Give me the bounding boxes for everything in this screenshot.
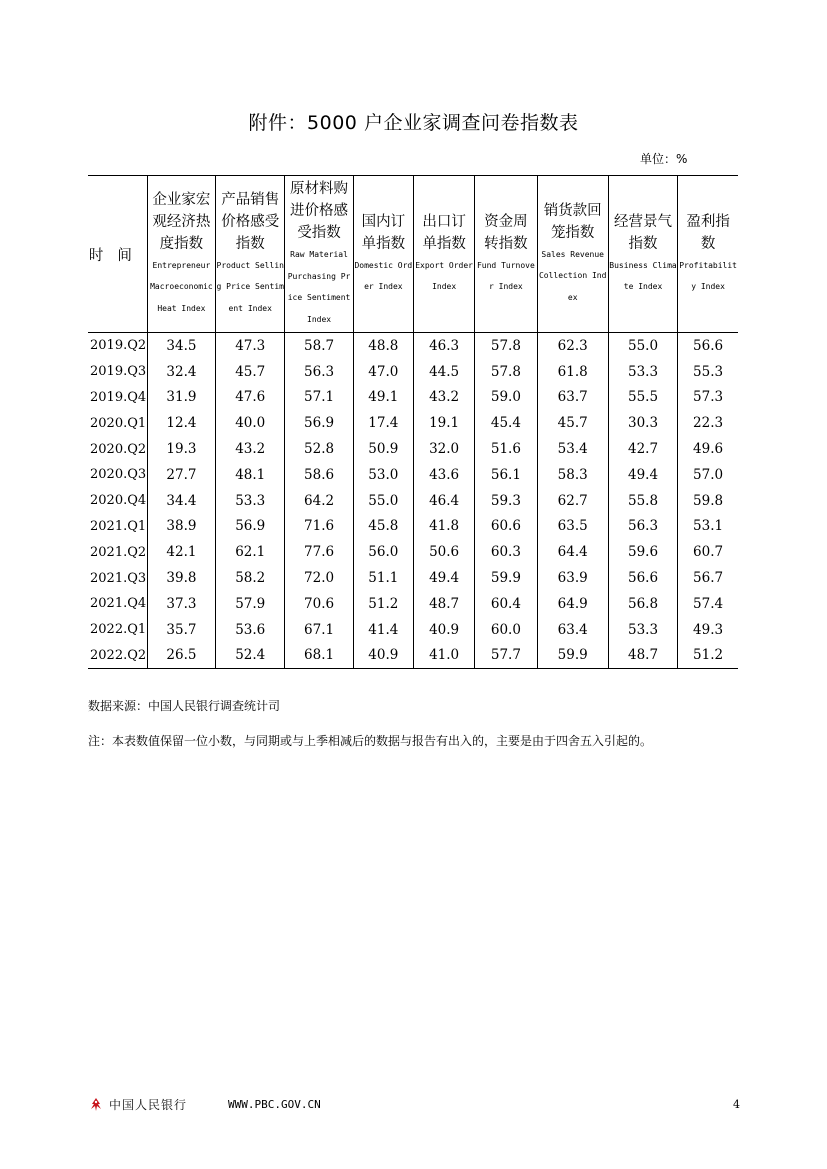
row-time: 2022.Q1: [90, 622, 147, 638]
table-cell: 42.7: [608, 436, 677, 462]
table-cell: 38.9: [147, 514, 215, 540]
table-cell: 71.6: [285, 514, 353, 540]
column-header-en: Raw Material Purchasing Price Sentiment Index: [287, 250, 351, 324]
table-row: [88, 591, 738, 617]
table-cell: 56.3: [608, 514, 677, 540]
table-cell: 59.0: [475, 385, 537, 411]
table-cell: 56.6: [608, 565, 677, 591]
table-cell: 60.0: [475, 617, 537, 643]
table-cell: 56.9: [216, 514, 285, 540]
table-cell: 62.1: [216, 539, 285, 565]
table-cell: 53.4: [537, 436, 608, 462]
table-cell: 68.1: [285, 643, 353, 669]
table-cell: 48.1: [216, 462, 285, 488]
table-cell: 57.0: [678, 462, 738, 488]
table-cell: 52.8: [285, 436, 353, 462]
row-time: 2020.Q1: [90, 415, 147, 431]
row-time: 2019.Q2: [90, 338, 147, 354]
column-header: [413, 176, 474, 333]
time-column-header: [88, 176, 147, 333]
table-header-row: [88, 176, 738, 333]
row-time: 2019.Q3: [90, 364, 147, 380]
table-cell: 57.8: [475, 333, 537, 359]
table-cell: 43.2: [413, 385, 474, 411]
table-cell: 47.6: [216, 385, 285, 411]
data-source: 数据来源：中国人民银行调查统计司: [88, 699, 281, 713]
column-header: [285, 176, 353, 333]
table-cell: 59.8: [678, 488, 738, 514]
table-cell: 47.0: [353, 359, 413, 385]
table-cell: 55.0: [608, 333, 677, 359]
row-time: 2020.Q4: [90, 493, 147, 509]
column-header-zh: 盈利指数: [686, 213, 730, 252]
table-cell: 30.3: [608, 410, 677, 436]
table-cell: 34.5: [147, 333, 215, 359]
column-header-zh: 出口订单指数: [422, 213, 466, 252]
table-row: [88, 333, 738, 359]
table-cell: 60.6: [475, 514, 537, 540]
table-cell: 57.9: [216, 591, 285, 617]
table-cell: 55.0: [353, 488, 413, 514]
column-header-en: Domestic Order Index: [354, 260, 413, 291]
table-cell: 57.8: [475, 359, 537, 385]
table-row: [88, 514, 738, 540]
table-cell: 50.9: [353, 436, 413, 462]
table-cell: 52.4: [216, 643, 285, 669]
time-header-label: 时间: [88, 247, 146, 264]
table-body: [88, 333, 738, 669]
table-cell: 60.3: [475, 539, 537, 565]
column-header: [353, 176, 413, 333]
row-time: 2021.Q1: [90, 518, 147, 534]
table-cell: 43.2: [216, 436, 285, 462]
row-time: 2022.Q2: [88, 643, 147, 669]
pbc-logo: [88, 1096, 187, 1113]
table-cell: 45.8: [353, 514, 413, 540]
table-cell: 51.6: [475, 436, 537, 462]
table-cell: 58.7: [285, 333, 353, 359]
table-row: [88, 410, 738, 436]
table-cell: 56.9: [285, 410, 353, 436]
table-cell: 45.7: [537, 410, 608, 436]
table-cell: 64.4: [537, 539, 608, 565]
column-header-en: Business Climate Index: [609, 260, 677, 291]
table-cell: 72.0: [285, 565, 353, 591]
column-header-en: Export Order Index: [415, 260, 473, 291]
table-cell: 50.6: [413, 539, 474, 565]
table-row: [88, 539, 738, 565]
table-cell: 57.3: [678, 385, 738, 411]
table-row: [88, 565, 738, 591]
table-cell: 19.1: [413, 410, 474, 436]
table-row: [88, 643, 738, 669]
table-cell: 56.1: [475, 462, 537, 488]
column-header-zh: 资金周转指数: [484, 213, 528, 252]
table-cell: 45.4: [475, 410, 537, 436]
table-cell: 56.6: [678, 333, 738, 359]
table-cell: 60.7: [678, 539, 738, 565]
table-cell: 46.4: [413, 488, 474, 514]
column-header-zh: 产品销售价格感受指数: [221, 191, 280, 252]
table-cell: 32.0: [413, 436, 474, 462]
column-header-zh: 销货款回笼指数: [543, 202, 602, 241]
column-header: [678, 176, 738, 333]
table-cell: 58.2: [216, 565, 285, 591]
table-cell: 59.3: [475, 488, 537, 514]
column-header-en: Sales Revenue Collection Index: [538, 249, 607, 302]
table-cell: 49.4: [413, 565, 474, 591]
table-cell: 70.6: [285, 591, 353, 617]
table-cell: 40.9: [413, 617, 474, 643]
table-cell: 47.3: [216, 333, 285, 359]
column-header-zh: 企业家宏观经济热度指数: [152, 191, 211, 252]
column-header: [475, 176, 537, 333]
logo-text: 中国人民银行: [109, 1098, 188, 1112]
table-row: [88, 488, 738, 514]
table-cell: 53.6: [216, 617, 285, 643]
table-cell: 56.7: [678, 565, 738, 591]
table-cell: 59.9: [475, 565, 537, 591]
table-cell: 57.7: [475, 643, 537, 669]
column-header-en: Fund Turnover Index: [476, 260, 535, 291]
table-row: [88, 462, 738, 488]
table-cell: 41.4: [353, 617, 413, 643]
table-cell: 53.3: [216, 488, 285, 514]
table-cell: 53.0: [353, 462, 413, 488]
table-cell: 49.6: [678, 436, 738, 462]
table-cell: 61.8: [537, 359, 608, 385]
table-cell: 35.7: [147, 617, 215, 643]
table-cell: 17.4: [353, 410, 413, 436]
row-time: 2020.Q2: [90, 441, 147, 457]
table-cell: 34.4: [147, 488, 215, 514]
table-cell: 48.7: [413, 591, 474, 617]
table-row: [88, 385, 738, 411]
table-cell: 51.2: [353, 591, 413, 617]
table-cell: 32.4: [147, 359, 215, 385]
table-cell: 59.9: [537, 643, 608, 669]
table-cell: 49.1: [353, 385, 413, 411]
table-cell: 51.1: [353, 565, 413, 591]
table-cell: 53.1: [678, 514, 738, 540]
row-time: 2021.Q4: [90, 596, 147, 612]
column-header: [216, 176, 285, 333]
table-cell: 57.4: [678, 591, 738, 617]
table-cell: 55.8: [608, 488, 677, 514]
page-title: 附件：5000 户企业家调查问卷指数表: [248, 112, 579, 134]
table-cell: 49.4: [608, 462, 677, 488]
table-cell: 51.2: [678, 643, 738, 669]
table-cell: 45.7: [216, 359, 285, 385]
table-cell: 41.8: [413, 514, 474, 540]
table-cell: 56.3: [285, 359, 353, 385]
column-header: [608, 176, 677, 333]
row-time: 2020.Q3: [90, 467, 147, 483]
table-cell: 63.5: [537, 514, 608, 540]
table-cell: 57.1: [285, 385, 353, 411]
table-cell: 56.0: [353, 539, 413, 565]
table-cell: 53.3: [608, 359, 677, 385]
table-cell: 46.3: [413, 333, 474, 359]
table-cell: 39.8: [147, 565, 215, 591]
table-cell: 27.7: [147, 462, 215, 488]
unit-label: 单位：%: [640, 152, 688, 166]
table-cell: 43.6: [413, 462, 474, 488]
table-cell: 62.3: [537, 333, 608, 359]
index-table: [88, 175, 738, 669]
table-cell: 22.3: [678, 410, 738, 436]
column-header-en: Entrepreneur Macroeconomic Heat Index: [150, 260, 213, 313]
table-cell: 53.3: [608, 617, 677, 643]
table-cell: 62.7: [537, 488, 608, 514]
table-cell: 19.3: [147, 436, 215, 462]
table-cell: 59.6: [608, 539, 677, 565]
table-cell: 55.3: [678, 359, 738, 385]
table-cell: 31.9: [147, 385, 215, 411]
row-time: 2021.Q2: [90, 544, 147, 560]
website-link[interactable]: WWW.PBC.GOV.CN: [228, 1098, 321, 1111]
table-cell: 63.7: [537, 385, 608, 411]
column-header: [147, 176, 215, 333]
table-cell: 40.9: [353, 643, 413, 669]
table-row: [88, 359, 738, 385]
page-number: 4: [733, 1098, 740, 1111]
table-row: [88, 617, 738, 643]
table-cell: 58.3: [537, 462, 608, 488]
table-cell: 64.9: [537, 591, 608, 617]
column-header-zh: 国内订单指数: [361, 213, 406, 252]
table-cell: 64.2: [285, 488, 353, 514]
table-cell: 26.5: [147, 643, 215, 669]
column-header-zh: 经营景气指数: [614, 213, 673, 252]
column-header-en: Product Selling Price Sentiment Index: [216, 260, 284, 313]
table-cell: 77.6: [285, 539, 353, 565]
table-row: [88, 436, 738, 462]
table-cell: 48.8: [353, 333, 413, 359]
table-cell: 48.7: [608, 643, 677, 669]
column-header: [537, 176, 608, 333]
footnote: 注：本表数值保留一位小数，与同期或与上季相减后的数据与报告有出入的，主要是由于四舍五入引起的。: [88, 734, 653, 748]
table-cell: 63.4: [537, 617, 608, 643]
column-header-en: Profitability Index: [679, 260, 737, 291]
table-cell: 49.3: [678, 617, 738, 643]
table-cell: 42.1: [147, 539, 215, 565]
table-cell: 56.8: [608, 591, 677, 617]
table-cell: 41.0: [413, 643, 474, 669]
table-cell: 44.5: [413, 359, 474, 385]
table-cell: 55.5: [608, 385, 677, 411]
table-cell: 12.4: [147, 410, 215, 436]
pbc-emblem-icon: [88, 1097, 104, 1112]
row-time: 2019.Q4: [90, 389, 147, 405]
table-cell: 67.1: [285, 617, 353, 643]
row-time: 2021.Q3: [90, 570, 147, 586]
table-cell: 58.6: [285, 462, 353, 488]
table-cell: 63.9: [537, 565, 608, 591]
column-header-zh: 原材料购进价格感受指数: [290, 181, 349, 241]
table-cell: 60.4: [475, 591, 537, 617]
table-cell: 40.0: [216, 410, 285, 436]
table-cell: 37.3: [147, 591, 215, 617]
page-footer: [88, 1096, 748, 1116]
